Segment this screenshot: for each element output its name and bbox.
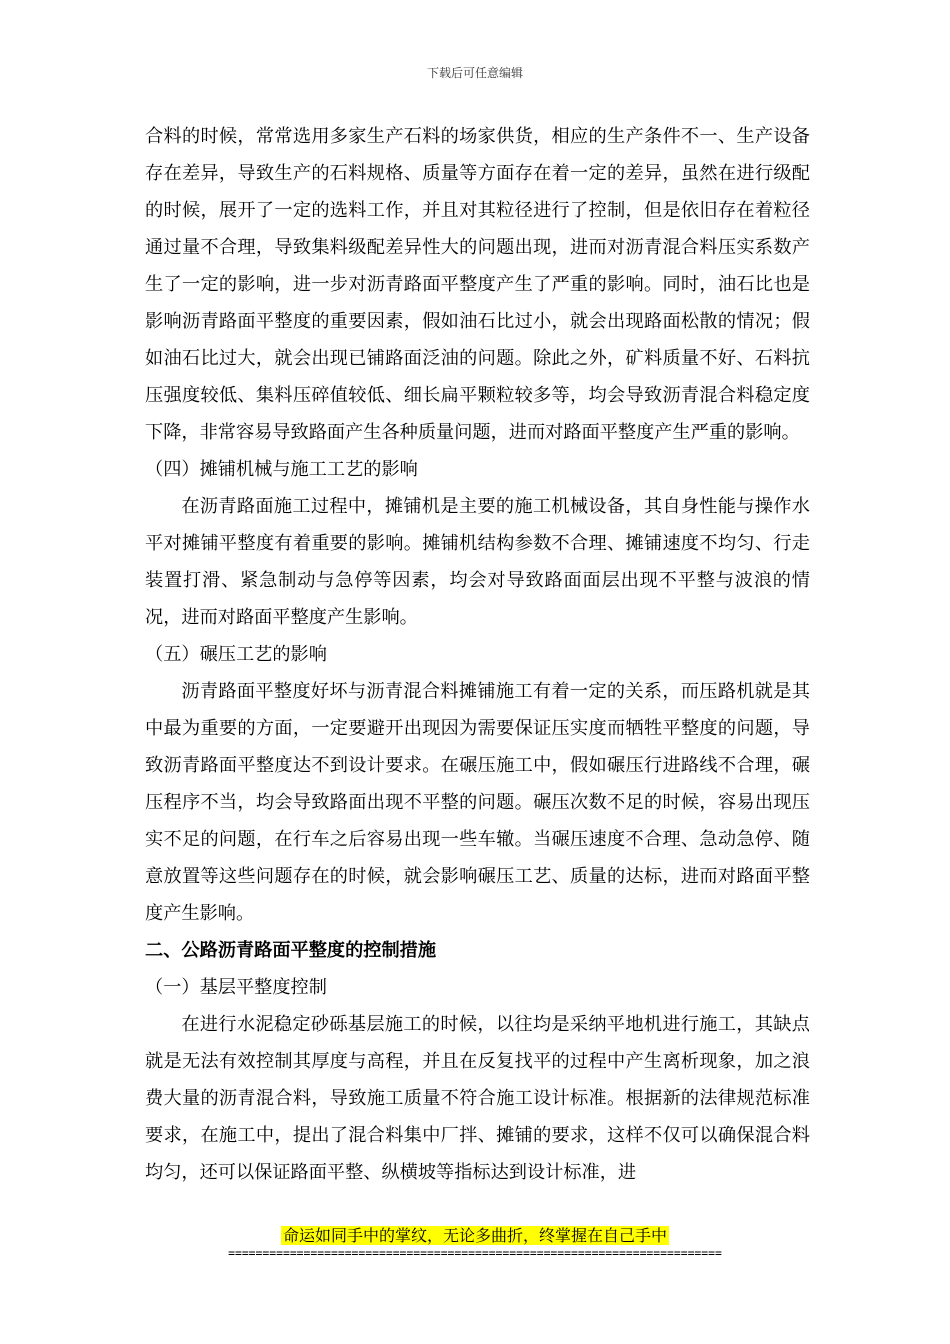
paragraph-base-layer: 在进行水泥稳定砂砾基层施工的时候，以往均是采纳平地机进行施工，其缺点就是无法有效控制其厚度与高程，并且在反复找平的过程中产生离析现象，加之浪费大量的沥青混合料，导致施工质量不符合施工设计标准。根据新的法律规范标准要求，在施工中，提出了混合料集中厂拌、摊铺的要求，这样不仅可以确保混合料均匀，还可以保证路面平整、纵横坡等指标达到设计标准，进 [145, 1014, 810, 1183]
chapter-heading-2: 二、公路沥青路面平整度的控制措施 [145, 940, 437, 961]
document-body [145, 118, 810, 1191]
paragraph-continuation: 合料的时候，常常选用多家生产石料的场家供货，相应的生产条件不一、生产设备存在差异，导致生产的石料规格、质量等方面存在着一定的差异，虽然在进行级配的时候，展开了一定的选料工作，并且对其粒径进行了控制，但是依旧存在着粒径通过量不合理，导致集料级配差异性大的问题出现，进而对沥青混合料压实系数产生了一定的影响，进一步对沥青路面平整度产生了严重的影响。同时，油石比也是影响沥青路面平整度的重要因素，假如油石比过小，就会出现路面松散的情况；假如油石比过大，就会出现已铺路面泛油的问题。除此之外，矿料质量不好、石料抗压强度较低、集料压碎值较低、细长扁平颗粒较多等，均会导致沥青混合料稳定度下降，非常容易导致路面产生各种质量问题，进而对路面平整度产生严重的影响。 [145, 126, 810, 443]
section-heading-5: （五）碾压工艺的影响 [145, 644, 327, 665]
paragraph-paver: 在沥青路面施工过程中，摊铺机是主要的施工机械设备，其自身性能与操作水平对摊铺平整度有着重要的影响。摊铺机结构参数不合理、摊铺速度不均匀、行走装置打滑、紧急制动与急停等因素，均会对导致路面面层出现不平整与波浪的情况，进而对路面平整度产生影响。 [145, 496, 810, 628]
footer-motto-text: 命运如同手中的掌纹，无论多曲折，终掌握在自己手中 [282, 1226, 667, 1245]
page-header: 下载后可任意编辑 [426, 66, 523, 80]
footer-rule: ======================================================================== [228, 1246, 722, 1260]
section-heading-4: （四）摊铺机械与施工工艺的影响 [145, 459, 418, 480]
paragraph-rolling: 沥青路面平整度好坏与沥青混合料摊铺施工有着一定的关系，而压路机就是其中最为重要的方面，一定要避开出现因为需要保证压实度而牺牲平整度的问题，导致沥青路面平整度达不到设计要求。在碾压施工中，假如碾压行进路线不合理，碾压程序不当，均会导致路面出现不平整的问题。碾压次数不足的时候，容易出现压实不足的问题，在行车之后容易出现一些车辙。当碾压速度不合理、急动急停、随意放置等这些问题存在的时候，就会影响碾压工艺、质量的达标，进而对路面平整度产生影响。 [145, 681, 810, 924]
section-heading-1: （一）基层平整度控制 [145, 977, 327, 998]
footer-motto [0, 1226, 950, 1246]
